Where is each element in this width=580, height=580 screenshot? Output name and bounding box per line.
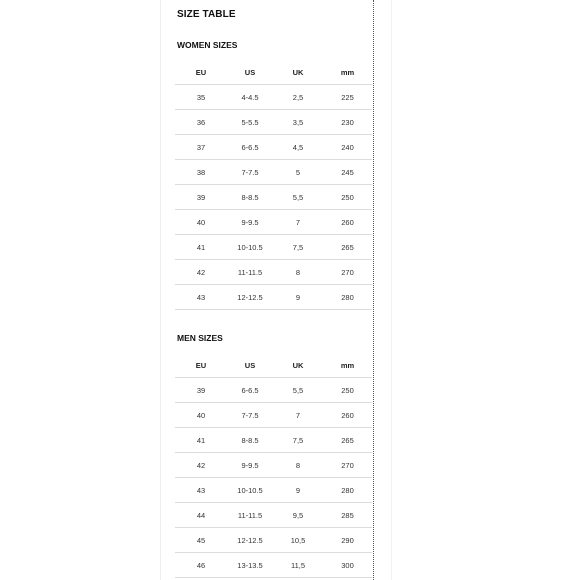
table-row xyxy=(175,235,372,260)
cell-us: 7-7.5 xyxy=(227,160,273,185)
cell-uk: 7,5 xyxy=(273,428,323,453)
cell-us: 5-5.5 xyxy=(227,110,273,135)
cell-eu: 46 xyxy=(175,553,227,578)
cell-eu: 40 xyxy=(175,210,227,235)
cell-eu: 39 xyxy=(175,378,227,403)
table-row xyxy=(175,478,372,503)
table-row xyxy=(175,185,372,210)
cell-uk: 8 xyxy=(273,453,323,478)
cell-us: 7-7.5 xyxy=(227,403,273,428)
cell-mm: 260 xyxy=(323,403,372,428)
cell-uk: 2,5 xyxy=(273,85,323,110)
table-row xyxy=(175,428,372,453)
cell-uk: 7 xyxy=(273,403,323,428)
women-size-table xyxy=(175,60,372,310)
cell-us: 4-4.5 xyxy=(227,85,273,110)
cell-mm: 290 xyxy=(323,528,372,553)
cell-uk: 5 xyxy=(273,160,323,185)
table-row xyxy=(175,553,372,578)
cell-us: 12-12.5 xyxy=(227,528,273,553)
women-header-mm: mm xyxy=(323,60,372,85)
table-row xyxy=(175,285,372,310)
table-row xyxy=(175,453,372,478)
cell-uk: 4,5 xyxy=(273,135,323,160)
cell-uk: 10,5 xyxy=(273,528,323,553)
cell-eu: 42 xyxy=(175,260,227,285)
women-sizes-heading: WOMEN SIZES xyxy=(177,40,238,50)
cell-us: 13-13.5 xyxy=(227,553,273,578)
cell-uk: 9 xyxy=(273,478,323,503)
cell-mm: 265 xyxy=(323,428,372,453)
cell-mm: 245 xyxy=(323,160,372,185)
cell-mm: 270 xyxy=(323,453,372,478)
panel-left-border xyxy=(160,0,161,580)
cell-eu: 43 xyxy=(175,478,227,503)
cell-us: 12-12.5 xyxy=(227,285,273,310)
cell-us: 10-10.5 xyxy=(227,478,273,503)
men-table-header-row xyxy=(175,353,372,378)
cell-eu: 37 xyxy=(175,135,227,160)
cell-mm: 270 xyxy=(323,260,372,285)
cell-uk: 5,5 xyxy=(273,378,323,403)
men-table-body xyxy=(175,378,372,578)
cell-us: 11-11.5 xyxy=(227,260,273,285)
cell-eu: 39 xyxy=(175,185,227,210)
men-size-table xyxy=(175,353,372,578)
table-row xyxy=(175,403,372,428)
cell-eu: 43 xyxy=(175,285,227,310)
cell-uk: 5,5 xyxy=(273,185,323,210)
men-header-uk: UK xyxy=(273,353,323,378)
cell-eu: 44 xyxy=(175,503,227,528)
page-title: SIZE TABLE xyxy=(177,9,236,20)
table-row xyxy=(175,378,372,403)
cell-eu: 45 xyxy=(175,528,227,553)
cell-eu: 41 xyxy=(175,235,227,260)
cell-eu: 42 xyxy=(175,453,227,478)
women-header-us: US xyxy=(227,60,273,85)
women-table-body xyxy=(175,85,372,310)
cell-uk: 8 xyxy=(273,260,323,285)
cell-mm: 300 xyxy=(323,553,372,578)
cell-uk: 9,5 xyxy=(273,503,323,528)
table-row xyxy=(175,503,372,528)
cell-us: 8-8.5 xyxy=(227,185,273,210)
cell-us: 9-9.5 xyxy=(227,210,273,235)
table-row xyxy=(175,110,372,135)
table-row xyxy=(175,160,372,185)
cell-uk: 9 xyxy=(273,285,323,310)
cell-eu: 38 xyxy=(175,160,227,185)
table-row xyxy=(175,85,372,110)
men-header-eu: EU xyxy=(175,353,227,378)
cell-mm: 265 xyxy=(323,235,372,260)
cell-uk: 11,5 xyxy=(273,553,323,578)
cell-mm: 225 xyxy=(323,85,372,110)
men-sizes-heading: MEN SIZES xyxy=(177,333,223,343)
women-table-header-row xyxy=(175,60,372,85)
men-header-mm: mm xyxy=(323,353,372,378)
table-row xyxy=(175,135,372,160)
cell-eu: 35 xyxy=(175,85,227,110)
table-row xyxy=(175,210,372,235)
cell-uk: 7 xyxy=(273,210,323,235)
cell-mm: 240 xyxy=(323,135,372,160)
panel-right-dotted-border xyxy=(373,0,374,580)
women-header-eu: EU xyxy=(175,60,227,85)
cell-mm: 280 xyxy=(323,285,372,310)
table-row xyxy=(175,528,372,553)
cell-mm: 250 xyxy=(323,378,372,403)
cell-eu: 36 xyxy=(175,110,227,135)
table-row xyxy=(175,260,372,285)
cell-us: 8-8.5 xyxy=(227,428,273,453)
cell-mm: 285 xyxy=(323,503,372,528)
cell-us: 6-6.5 xyxy=(227,378,273,403)
cell-us: 11-11.5 xyxy=(227,503,273,528)
cell-us: 6-6.5 xyxy=(227,135,273,160)
women-header-uk: UK xyxy=(273,60,323,85)
panel-far-border xyxy=(391,0,392,580)
cell-us: 10-10.5 xyxy=(227,235,273,260)
cell-mm: 260 xyxy=(323,210,372,235)
cell-uk: 3,5 xyxy=(273,110,323,135)
cell-eu: 40 xyxy=(175,403,227,428)
cell-mm: 280 xyxy=(323,478,372,503)
men-header-us: US xyxy=(227,353,273,378)
cell-mm: 230 xyxy=(323,110,372,135)
cell-eu: 41 xyxy=(175,428,227,453)
cell-mm: 250 xyxy=(323,185,372,210)
cell-uk: 7,5 xyxy=(273,235,323,260)
cell-us: 9-9.5 xyxy=(227,453,273,478)
